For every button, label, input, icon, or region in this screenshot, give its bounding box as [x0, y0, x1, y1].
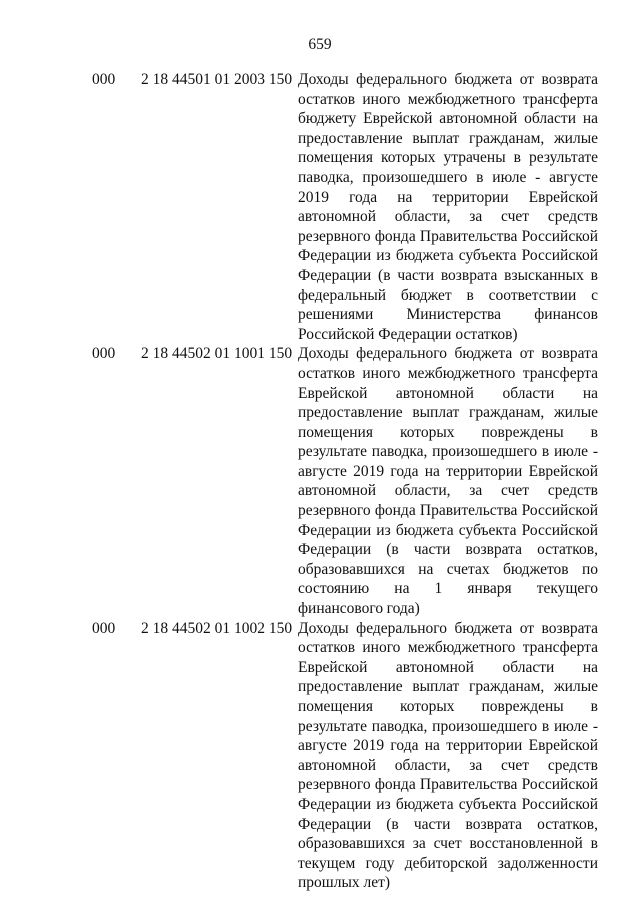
page-number: 659	[308, 36, 332, 53]
budget-code-table	[0, 70, 640, 893]
budget-classification-code: 2 18 44502 01 1002 150	[141, 619, 293, 637]
budget-classification-code: 2 18 44502 01 1001 150	[141, 345, 293, 363]
admin-code: 000	[92, 619, 116, 637]
income-description: Доходы федерального бюджета от возврата остатков иного межбюджетного трансферта Еврейской автономной области на предоставление выплат гражданам, жилые помещения которых повреждены в результате паводка, произошедшего в июле - августе 2019 года на территории Еврейской автономной области, за счет средств резервного фонда Правительства Российской Федерации из бюджета субъекта Российской Федерации (в части возврата остатков, образовавшихся на счетах бюджетов по состоянию на 1 января текущего финансового года)	[298, 345, 598, 618]
table-row	[0, 70, 640, 344]
table-row	[0, 344, 640, 618]
table-row	[0, 619, 640, 893]
income-description: Доходы федерального бюджета от возврата остатков иного межбюджетного трансферта бюджету Еврейской автономной области на предоставление выплат гражданам, жилые помещения которых утрачены в результате паводка, произошедшего в июле - августе 2019 года на территории Еврейской автономной области, за счет средств резервного фонда Правительства Российской Федерации из бюджета субъекта Российской Федерации (в части возврата взысканных в федеральный бюджет в соответствии с решениями Министерства финансов Российской Федерации остатков)	[298, 71, 598, 343]
admin-code: 000	[92, 71, 116, 88]
income-description: Доходы федерального бюджета от возврата остатков иного межбюджетного трансферта Еврейской автономной области на предоставление выплат гражданам, жилые помещения которых повреждены в результате паводка, произошедшего в июле - августе 2019 года на территории Еврейской автономной области, за счет средств резервного фонда Правительства Российской Федерации из бюджета субъекта Российской Федерации (в части возврата остатков, образовавшихся за счет восстановленной в текущем году дебиторской задолженности прошлых лет)	[298, 619, 598, 892]
budget-classification-code: 2 18 44501 01 2003 150	[141, 71, 293, 88]
admin-code: 000	[92, 345, 116, 363]
